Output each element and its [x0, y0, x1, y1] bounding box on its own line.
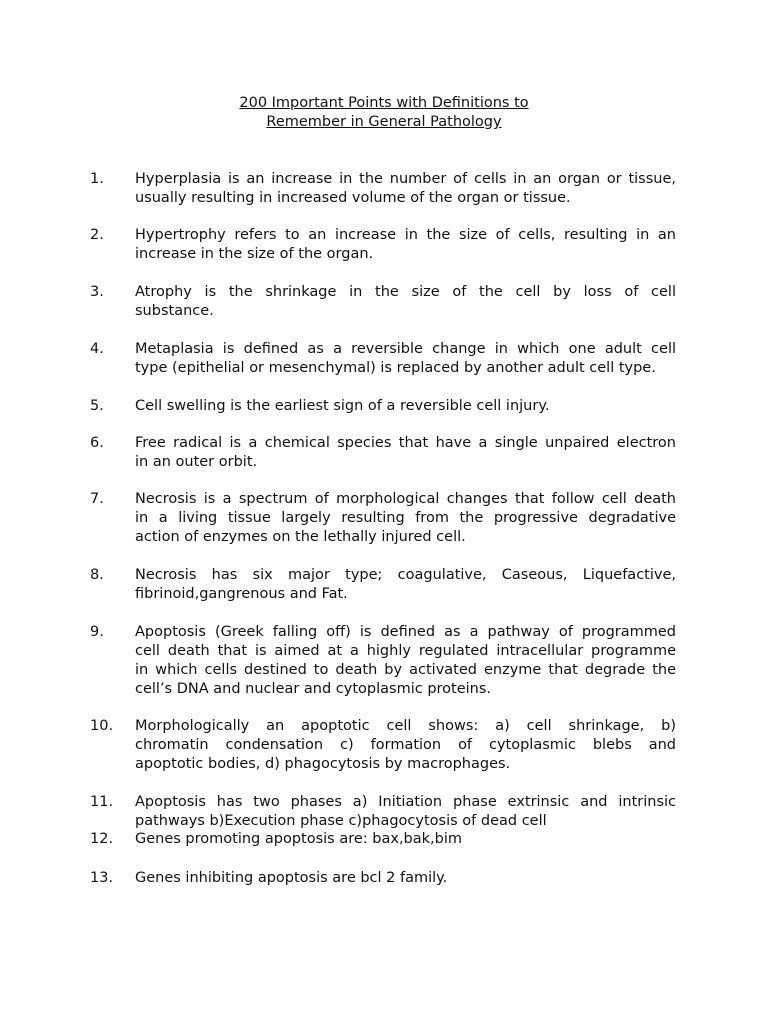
item-text-line: Necrosis has six major type; coagulative, Caseous, Liquefactive,	[135, 567, 676, 583]
title-line-1: 200 Important Points with Definitions to	[239, 95, 529, 111]
item-number: 13.	[90, 870, 114, 886]
item-text-line: action of enzymes on the lethally injured cell.	[135, 529, 466, 545]
item-text	[135, 397, 676, 416]
item-text-line: usually resulting in increased volume of the organ or tissue.	[135, 190, 571, 206]
item-number: 7.	[90, 491, 104, 507]
item-text-line: in a living tissue largely resulting from the progressive degradative	[135, 510, 676, 526]
item-number: 1.	[90, 171, 104, 187]
item-text	[135, 226, 676, 264]
item-number: 3.	[90, 284, 104, 300]
item-number: 9.	[90, 624, 104, 640]
item-text-line: Necrosis is a spectrum of morphological changes that follow cell death	[135, 491, 676, 507]
item-number: 5.	[90, 398, 104, 414]
item-text	[135, 623, 676, 699]
item-text	[135, 793, 676, 831]
item-text-line: fibrinoid,gangrenous and Fat.	[135, 586, 348, 602]
item-text-line: Genes promoting apoptosis are: bax,bak,bim	[135, 831, 463, 847]
item-text	[135, 283, 676, 321]
item-text-line: Metaplasia is defined as a reversible change in which one adult cell	[135, 341, 676, 357]
item-text	[135, 170, 676, 208]
item-text-line: in which cells destined to death by activated enzyme that degrade the	[135, 662, 676, 678]
item-text-line: Apoptosis (Greek falling off) is defined as a pathway of programmed	[135, 624, 676, 640]
item-text	[135, 434, 676, 472]
item-text-line: Morphologically an apoptotic cell shows: a) cell shrinkage, b)	[135, 718, 676, 734]
item-number: 6.	[90, 435, 104, 451]
item-text-line: substance.	[135, 303, 214, 319]
item-text-line: Apoptosis has two phases a) Initiation phase extrinsic and intrinsic	[135, 794, 676, 810]
item-text-line: Hypertrophy refers to an increase in the size of cells, resulting in an	[135, 227, 676, 243]
item-text-line: Genes inhibiting apoptosis are bcl 2 family.	[135, 870, 448, 886]
item-text-line: type (epithelial or mesenchymal) is replaced by another adult cell type.	[135, 360, 656, 376]
item-text	[135, 869, 676, 888]
item-text-line: cell death that is aimed at a highly regulated intracellular programme	[135, 643, 676, 659]
item-text-line: cell’s DNA and nuclear and cytoplasmic proteins.	[135, 681, 492, 697]
item-text	[135, 830, 676, 849]
item-text	[135, 566, 676, 604]
item-number: 8.	[90, 567, 104, 583]
item-number: 2.	[90, 227, 104, 243]
item-number: 4.	[90, 341, 104, 357]
item-text-line: Atrophy is the shrinkage in the size of the cell by loss of cell	[135, 284, 676, 300]
item-text-line: Free radical is a chemical species that have a single unpaired electron	[135, 435, 676, 451]
item-text	[135, 340, 676, 378]
item-text-line: in an outer orbit.	[135, 454, 258, 470]
item-text-line: pathways b)Execution phase c)phagocytosis of dead cell	[135, 813, 547, 829]
item-text-line: increase in the size of the organ.	[135, 246, 374, 262]
item-text-line: Cell swelling is the earliest sign of a reversible cell injury.	[135, 398, 550, 414]
document-title	[0, 94, 768, 132]
item-text-line: Hyperplasia is an increase in the number of cells in an organ or tissue,	[135, 171, 676, 187]
title-line-2: Remember in General Pathology	[266, 114, 502, 130]
item-number: 11.	[90, 794, 114, 810]
item-text-line: chromatin condensation c) formation of cytoplasmic blebs and	[135, 737, 676, 753]
item-text-line: apoptotic bodies, d) phagocytosis by macrophages.	[135, 756, 511, 772]
item-text	[135, 717, 676, 774]
item-text	[135, 490, 676, 547]
item-number: 10.	[90, 718, 114, 734]
item-number: 12.	[90, 831, 114, 847]
